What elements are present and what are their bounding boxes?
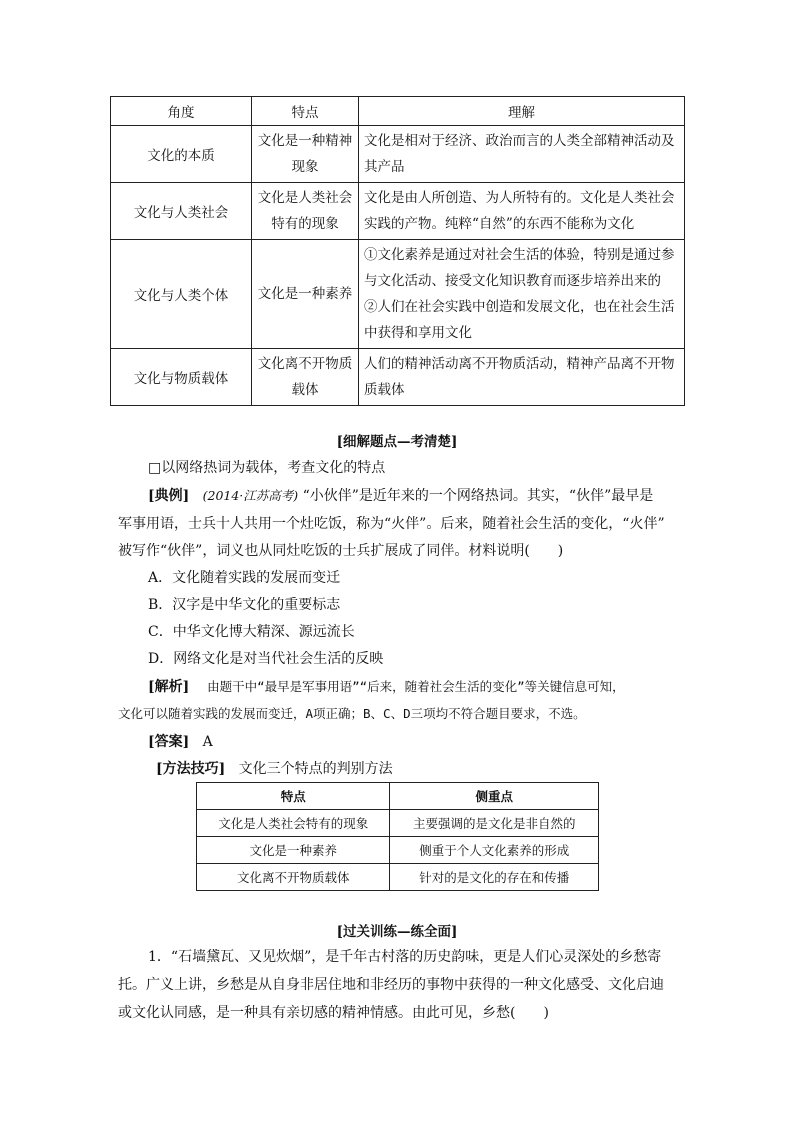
example-line-1: [148, 485, 653, 505]
method-cell: 主要强调的是文化是非自然的: [390, 810, 599, 837]
method-table: [196, 782, 599, 891]
table-cell-understanding: 文化是由人所创造、为人所特有的。文化是人类社会实践的产物。纯粹“自然”的东西不能称为文化: [359, 183, 685, 240]
understanding-point-2: ②人们在社会实践中创造和发展文化，也在社会生活中获得和享用文化: [364, 299, 675, 341]
table-cell-angle: 文化的本质: [111, 126, 252, 183]
method-tag: [方法技巧]: [156, 761, 226, 777]
table-cell-angle: 文化与人类社会: [111, 183, 252, 240]
method-header-cell: 特点: [197, 783, 390, 810]
example-source: (2014·江苏高考): [202, 488, 299, 503]
section-heading-practice: [过关训练—练全面]: [336, 924, 458, 940]
table-cell-feature: 文化是人类社会特有的现象: [252, 183, 359, 240]
example-tag: [典例]: [148, 488, 190, 504]
method-cell: 侧重于个人文化素养的形成: [390, 837, 599, 864]
method-cell: 文化是一种素养: [197, 837, 390, 864]
table-row: [111, 126, 685, 183]
method-cell: 针对的是文化的存在和传播: [390, 864, 599, 891]
understanding-point-1: ①文化素养是通过对社会生活的体验，特别是通过参与文化活动、接受文化知识教育而逐步培养出来的: [364, 247, 675, 289]
table-row: [111, 240, 685, 349]
analysis-tag: [解析]: [148, 679, 190, 695]
table-row: [197, 864, 599, 891]
analysis-line-2: 文化可以随着实践的发展而变迁，A项正确；B、C、D三项均不符合题目要求，不选。: [118, 706, 586, 721]
example-text-1: “小伙伴”是近年来的一个网络热词。其实，“伙伴”最早是: [302, 488, 654, 504]
table-cell-angle: 文化与人类个体: [111, 240, 252, 349]
table-row: [111, 349, 685, 406]
table-row: [197, 837, 599, 864]
culture-aspects-table: [110, 96, 685, 406]
table-cell-feature: 文化离不开物质载体: [252, 349, 359, 406]
table-cell-understanding: 人们的精神活动离不开物质活动，精神产品离不开物质载体: [359, 349, 685, 406]
section-heading-detail: [细解题点—考清楚]: [336, 434, 458, 450]
table-cell-angle: 文化与物质载体: [111, 349, 252, 406]
table-row: [111, 183, 685, 240]
analysis-text-1: 由题干中“最早是军事用语”“后来，随着社会生活的变化”等关键信息可知，: [207, 679, 625, 694]
option-c: C．中华文化博大精深、源远流长: [148, 624, 355, 640]
table-cell-feature: 文化是一种精神现象: [252, 126, 359, 183]
table-header-cell: 特点: [252, 97, 359, 126]
answer-line: [148, 731, 213, 751]
table-cell-understanding: [359, 240, 685, 349]
method-header-row: [197, 783, 599, 810]
table-header-cell: 理解: [359, 97, 685, 126]
option-d: D．网络文化是对当代社会生活的反映: [148, 651, 384, 667]
table-cell-understanding: 文化是相对于经济、政治而言的人类全部精神活动及其产品: [359, 126, 685, 183]
answer-value: A: [202, 734, 213, 750]
question-1-line-1: 1．“石墙黛瓦、又见炊烟”，是千年古村落的历史韵味，更是人们心灵深处的乡愁寄: [148, 949, 662, 965]
table-header-row: [111, 97, 685, 126]
method-header-cell: 侧重点: [390, 783, 599, 810]
table-cell-feature: 文化是一种素养: [252, 240, 359, 349]
point-title: □以网络热词为载体，考查文化的特点: [148, 460, 386, 476]
table-header-cell: 角度: [111, 97, 252, 126]
question-1-line-3: 或文化认同感，是一种具有亲切感的精神情感。由此可见，乡愁( ): [118, 1005, 549, 1021]
option-b: B．汉字是中华文化的重要标志: [148, 597, 341, 613]
example-line-2: 军事用语，士兵十人共用一个灶吃饭，称为“火伴”。后来，随着社会生活的变化，“火伴”: [118, 516, 665, 532]
table-row: [197, 810, 599, 837]
question-1-line-2: 托。广义上讲，乡愁是从自身非居住地和非经历的事物中获得的一种文化感受、文化启迪: [118, 977, 664, 993]
method-cell: 文化离不开物质载体: [197, 864, 390, 891]
option-a: A．文化随着实践的发展而变迁: [148, 570, 341, 586]
example-line-3: 被写作“伙伴”，词义也从同灶吃饭的士兵扩展成了同伴。材料说明( ): [118, 543, 564, 559]
method-cell: 文化是人类社会特有的现象: [197, 810, 390, 837]
answer-tag: [答案]: [148, 734, 190, 750]
method-title: 文化三个特点的判别方法: [238, 761, 393, 777]
method-heading: [156, 758, 393, 778]
analysis-line-1: [148, 676, 625, 696]
